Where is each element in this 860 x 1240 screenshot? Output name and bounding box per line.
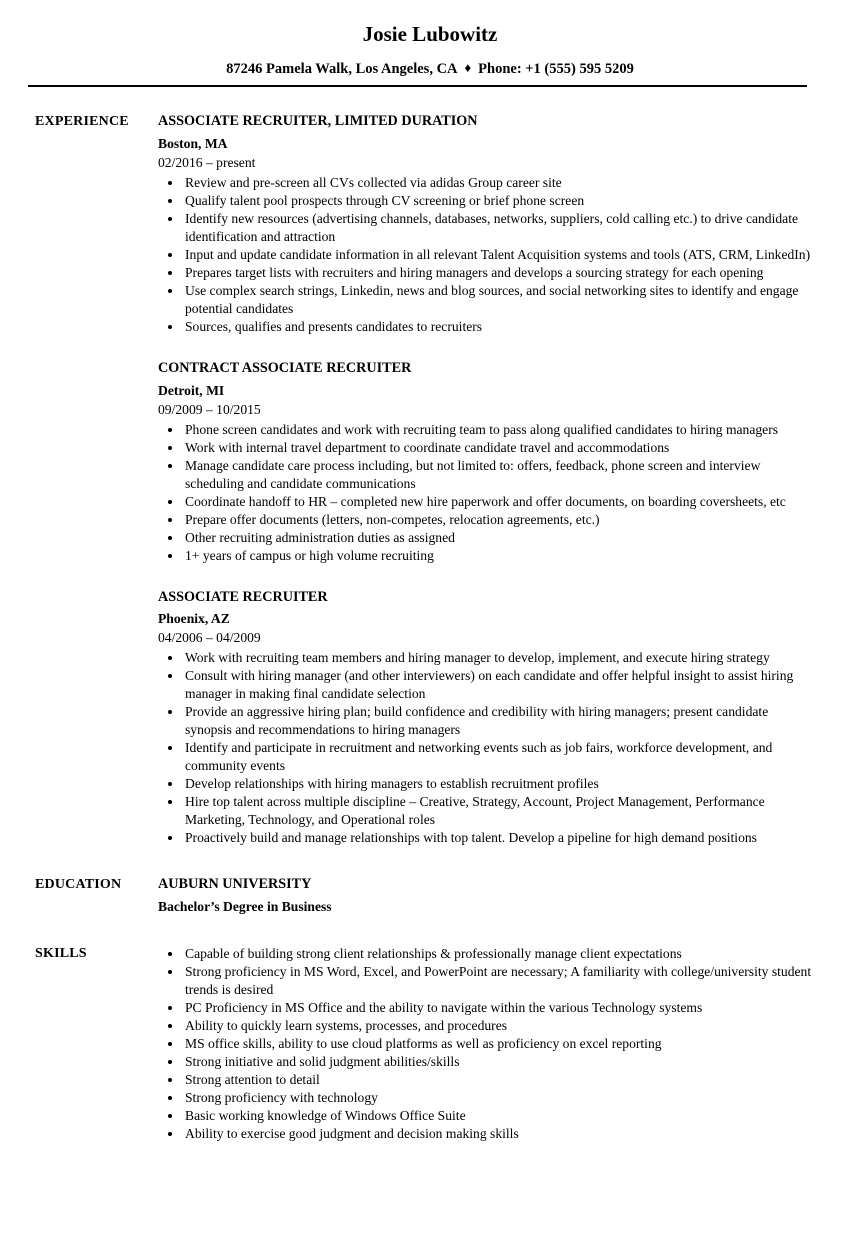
job-bullet: • Sources, qualifies and presents candidates to recruiters [183, 318, 812, 336]
job-entry-2 [158, 360, 812, 565]
job-bullet: • Proactively build and manage relationships with top talent. Develop a pipeline for high demand positions [183, 829, 812, 847]
job-location: Phoenix, AZ [158, 611, 230, 627]
job-bullet: • Work with internal travel department to coordinate candidate travel and accommodations [183, 439, 812, 457]
job-bullet: • Qualify talent pool prospects through CV screening or brief phone screen [183, 192, 812, 210]
job-dates: 09/2009 – 10/2015 [158, 401, 261, 417]
education-label: EDUCATION [35, 877, 122, 893]
job-bullet: • Prepare offer documents (letters, non-competes, relocation agreements, etc.) [183, 511, 812, 529]
job-dates: 04/2006 – 04/2009 [158, 630, 261, 646]
job-bullet: • Identify new resources (advertising channels, databases, networks, suppliers, cold calling etc.) to drive candidate identification and attraction [183, 210, 812, 246]
skill-bullet: • Strong initiative and solid judgment abilities/skills [183, 1053, 812, 1071]
job-bullet: • Use complex search strings, Linkedin, news and blog sources, and social networking sites to identify and engage potential candidates [183, 282, 812, 318]
job-bullet: • Consult with hiring manager (and other interviewers) on each candidate and offer helpful insight to assist hiring manager in making final candidate selection [183, 667, 812, 703]
candidate-name: Josie Lubowitz [362, 22, 498, 46]
skill-bullet: • Ability to exercise good judgment and decision making skills [183, 1125, 812, 1143]
skill-bullet: • Strong proficiency with technology [183, 1089, 812, 1107]
job-location: Detroit, MI [158, 382, 225, 398]
job-bullet: • Input and update candidate information in all relevant Talent Acquisition systems and tools (ATS, CRM, LinkedIn) [183, 246, 812, 264]
job-title: ASSOCIATE RECRUITER [158, 588, 328, 605]
skill-bullet: • Strong proficiency in MS Word, Excel, and PowerPoint are necessary; A familiarity with college/university student trends is desired [183, 963, 812, 999]
skill-bullet: • Ability to quickly learn systems, processes, and procedures [183, 1017, 812, 1035]
experience-label: EXPERIENCE [35, 114, 129, 130]
education-content [158, 876, 812, 916]
job-bullet: • Phone screen candidates and work with recruiting team to pass along qualified candidates to hiring managers [183, 421, 812, 439]
skill-bullet: • Capable of building strong client relationships & professionally manage client expectations [183, 945, 812, 963]
job-title: CONTRACT ASSOCIATE RECRUITER [158, 359, 412, 376]
contact-line [0, 60, 860, 78]
job-bullet: • Coordinate handoff to HR – completed new hire paperwork and offer documents, on boarding coversheets, etc [183, 493, 812, 511]
job-entry-3 [158, 589, 812, 848]
job-bullet: • Other recruiting administration duties as assigned [183, 529, 812, 547]
job-bullet: • Prepares target lists with recruiters and hiring managers and develops a sourcing strategy for each opening [183, 264, 812, 282]
skill-bullet: • Strong attention to detail [183, 1071, 812, 1089]
job-bullet: • 1+ years of campus or high volume recruiting [183, 547, 812, 565]
job-dates: 02/2016 – present [158, 154, 256, 170]
job-bullet-list [158, 174, 812, 336]
resume-body [0, 87, 860, 1173]
job-bullet: • Hire top talent across multiple discipline – Creative, Strategy, Account, Project Management, Performance Marketing, Technology, and Operational roles [183, 793, 812, 829]
experience-section [35, 113, 812, 847]
job-bullet-list [158, 421, 812, 565]
job-location: Boston, MA [158, 135, 228, 151]
skill-bullet: • PC Proficiency in MS Office and the ability to navigate within the various Technology systems [183, 999, 812, 1017]
skills-section [35, 945, 812, 1143]
job-bullet: • Work with recruiting team members and hiring manager to develop, implement, and execute hiring strategy [183, 649, 812, 667]
skills-bullet-list [158, 945, 812, 1143]
diamond-separator-icon: ♦ [464, 60, 472, 76]
skills-label: SKILLS [35, 946, 87, 962]
job-bullet: • Manage candidate care process including, but not limited to: offers, feedback, phone screen and interview scheduling and candidate communications [183, 457, 812, 493]
school-name: AUBURN UNIVERSITY [158, 876, 312, 893]
job-bullet: • Provide an aggressive hiring plan; build confidence and credibility with hiring managers; present candidate synopsis and recommendations to hiring managers [183, 703, 812, 739]
job-bullet-list [158, 649, 812, 847]
resume-header [0, 22, 860, 78]
job-bullet: • Develop relationships with hiring managers to establish recruitment profiles [183, 775, 812, 793]
skill-bullet: • MS office skills, ability to use cloud platforms as well as proficiency on excel reporting [183, 1035, 812, 1053]
contact-phone: Phone: +1 (555) 595 5209 [478, 61, 634, 78]
skills-content [158, 945, 812, 1143]
education-section [35, 876, 812, 916]
job-bullet: • Review and pre-screen all CVs collected via adidas Group career site [183, 174, 812, 192]
job-entry-1 [158, 113, 812, 336]
experience-content [158, 113, 812, 847]
degree-name: Bachelor’s Degree in Business [158, 899, 332, 915]
contact-address: 87246 Pamela Walk, Los Angeles, CA [226, 61, 458, 78]
skill-bullet: • Basic working knowledge of Windows Office Suite [183, 1107, 812, 1125]
job-bullet: • Identify and participate in recruitment and networking events such as job fairs, workforce development, and community events [183, 739, 812, 775]
job-title: ASSOCIATE RECRUITER, LIMITED DURATION [158, 113, 478, 130]
